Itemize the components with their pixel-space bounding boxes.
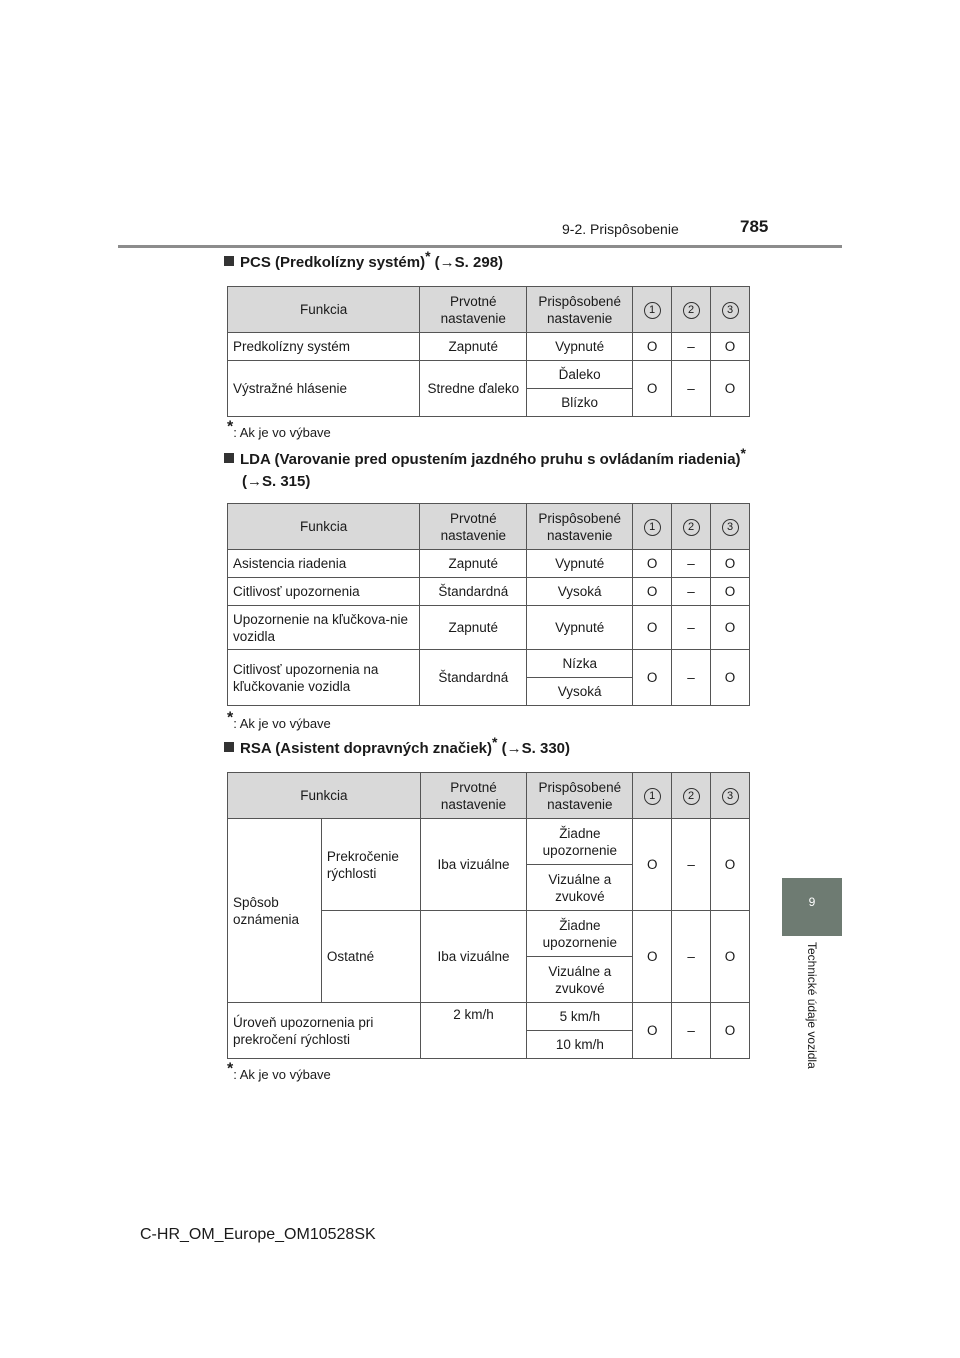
cell-c1: O xyxy=(633,911,672,1003)
cell-c1: O xyxy=(633,333,672,361)
heading-text: LDA (Varovanie pred opustením jazdného pruhu s ovládaním riadenia) xyxy=(240,451,741,468)
section-title: 9-2. Prispôsobenie xyxy=(562,221,679,237)
cell-c2: – xyxy=(672,606,711,650)
cell-prisposobene: 10 km/h xyxy=(527,1031,633,1059)
rsa-settings-table xyxy=(227,772,750,1059)
table-row xyxy=(228,650,750,678)
cell-funkcia: Úroveň upozornenia pri prekročení rýchlosti xyxy=(228,1003,421,1059)
cell-prvotne: Stredne ďaleko xyxy=(420,361,527,417)
header-funkcia: Funkcia xyxy=(228,287,420,333)
cell-group-label: Spôsob oznámenia xyxy=(228,819,322,1003)
section-heading-rsa xyxy=(224,734,570,760)
cell-c3: O xyxy=(711,819,750,911)
header-prisposobene: Prispôsobené nastavenie xyxy=(527,504,633,550)
square-bullet-icon xyxy=(224,453,234,463)
header-col-3 xyxy=(711,773,750,819)
table-row xyxy=(228,333,750,361)
cell-prisposobene: Žiadne upozornenie xyxy=(527,911,633,957)
header-divider xyxy=(118,245,842,248)
square-bullet-icon xyxy=(224,256,234,266)
header-prisposobene: Prispôsobené nastavenie xyxy=(527,773,633,819)
table-header-row xyxy=(228,504,750,550)
cell-c1: O xyxy=(633,578,672,606)
header-col-3 xyxy=(711,287,750,333)
table-header-row xyxy=(228,773,750,819)
circled-number-1: 1 xyxy=(644,519,661,536)
circled-number-3: 3 xyxy=(722,519,739,536)
cell-prvotne: Štandardná xyxy=(420,650,527,706)
chapter-number: 9 xyxy=(808,895,816,909)
header-col-2 xyxy=(672,287,711,333)
cell-c2: – xyxy=(672,550,711,578)
table-row xyxy=(228,1003,750,1031)
cell-c1: O xyxy=(633,650,672,706)
cell-subfunction: Prekročenie rýchlosti xyxy=(321,819,420,911)
footnote-text: : Ak je vo výbave xyxy=(233,716,331,731)
cell-prisposobene: Ďaleko xyxy=(527,361,633,389)
cell-funkcia: Citlivosť upozornenia xyxy=(228,578,420,606)
cell-prisposobene: Vypnuté xyxy=(527,333,633,361)
cell-c2: – xyxy=(672,650,711,706)
header-col-3 xyxy=(711,504,750,550)
cell-funkcia: Predkolízny systém xyxy=(228,333,420,361)
cell-prvotne: Iba vizuálne xyxy=(420,819,527,911)
header-col-1 xyxy=(633,287,672,333)
cell-c3: O xyxy=(711,333,750,361)
cell-c3: O xyxy=(711,578,750,606)
chapter-title: Technické údaje vozidla xyxy=(805,942,819,1069)
section-heading-lda xyxy=(224,445,746,493)
header-col-2 xyxy=(672,773,711,819)
header-prisposobene: Prispôsobené nastavenie xyxy=(527,287,633,333)
page-reference: (→S. 315) xyxy=(242,473,311,490)
cell-prvotne: Zapnuté xyxy=(420,550,527,578)
heading-text: PCS (Predkolízny systém) xyxy=(240,254,426,271)
cell-prisposobene: Blízko xyxy=(527,389,633,417)
cell-c1: O xyxy=(633,550,672,578)
table-row xyxy=(228,550,750,578)
cell-c1: O xyxy=(633,819,672,911)
cell-subfunction: Ostatné xyxy=(321,911,420,1003)
heading-text: RSA (Asistent dopravných značiek) xyxy=(240,740,493,757)
footnote xyxy=(227,418,331,440)
asterisk-mark: * xyxy=(425,248,431,264)
page-number: 785 xyxy=(740,217,769,236)
table-row xyxy=(228,606,750,650)
cell-c3: O xyxy=(711,1003,750,1059)
cell-prvotne: Štandardná xyxy=(420,578,527,606)
cell-prisposobene: Vypnuté xyxy=(527,606,633,650)
circled-number-1: 1 xyxy=(644,302,661,319)
cell-funkcia: Citlivosť upozornenia na kľučkovanie vozidla xyxy=(228,650,420,706)
square-bullet-icon xyxy=(224,742,234,752)
page-reference: (→S. 298) xyxy=(430,254,504,271)
asterisk-mark: * xyxy=(492,734,498,750)
cell-prisposobene: Vizuálne a zvukové xyxy=(527,865,633,911)
header-col-1 xyxy=(633,773,672,819)
cell-prvotne: 2 km/h xyxy=(420,1003,527,1059)
asterisk-mark: * xyxy=(227,1060,234,1078)
cell-funkcia: Upozornenie na kľučkova-nie vozidla xyxy=(228,606,420,650)
footnote xyxy=(227,709,331,731)
cell-c2: – xyxy=(672,361,711,417)
cell-c2: – xyxy=(672,333,711,361)
cell-prvotne: Iba vizuálne xyxy=(420,911,527,1003)
cell-c1: O xyxy=(633,361,672,417)
chapter-tab[interactable] xyxy=(782,878,842,936)
cell-prisposobene: Nízka xyxy=(527,650,633,678)
cell-prisposobene: Vypnuté xyxy=(527,550,633,578)
header-funkcia: Funkcia xyxy=(228,504,420,550)
cell-c3: O xyxy=(711,550,750,578)
asterisk-mark: * xyxy=(740,445,746,461)
footnote xyxy=(227,1060,331,1082)
table-row xyxy=(228,361,750,389)
cell-prisposobene: Vizuálne a zvukové xyxy=(527,957,633,1003)
cell-c2: – xyxy=(672,1003,711,1059)
circled-number-2: 2 xyxy=(683,302,700,319)
lda-settings-table xyxy=(227,503,750,706)
cell-c3: O xyxy=(711,606,750,650)
header-prvotne: Prvotné nastavenie xyxy=(420,504,527,550)
cell-prisposobene: Vysoká xyxy=(527,678,633,706)
header-funkcia: Funkcia xyxy=(228,773,421,819)
cell-prisposobene: Žiadne upozornenie xyxy=(527,819,633,865)
cell-prvotne: Zapnuté xyxy=(420,606,527,650)
cell-prvotne: Zapnuté xyxy=(420,333,527,361)
header-col-1 xyxy=(633,504,672,550)
cell-prisposobene: Vysoká xyxy=(527,578,633,606)
header-prvotne: Prvotné nastavenie xyxy=(420,773,527,819)
cell-c2: – xyxy=(672,911,711,1003)
table-row xyxy=(228,578,750,606)
cell-prisposobene: 5 km/h xyxy=(527,1003,633,1031)
cell-c2: – xyxy=(672,578,711,606)
table-row xyxy=(228,819,750,865)
asterisk-mark: * xyxy=(227,418,234,436)
pcs-settings-table xyxy=(227,286,750,417)
cell-c1: O xyxy=(633,606,672,650)
footnote-text: : Ak je vo výbave xyxy=(233,1067,331,1082)
section-heading-pcs xyxy=(224,248,504,274)
cell-c3: O xyxy=(711,361,750,417)
circled-number-1: 1 xyxy=(644,788,661,805)
cell-c2: – xyxy=(672,819,711,911)
cell-funkcia: Asistencia riadenia xyxy=(228,550,420,578)
circled-number-2: 2 xyxy=(683,788,700,805)
circled-number-2: 2 xyxy=(683,519,700,536)
cell-funkcia: Výstražné hlásenie xyxy=(228,361,420,417)
document-code: C-HR_OM_Europe_OM10528SK xyxy=(140,1226,376,1243)
cell-c3: O xyxy=(711,911,750,1003)
page-reference: (→S. 330) xyxy=(497,740,570,757)
header-col-2 xyxy=(672,504,711,550)
header-prvotne: Prvotné nastavenie xyxy=(420,287,527,333)
circled-number-3: 3 xyxy=(722,302,739,319)
circled-number-3: 3 xyxy=(722,788,739,805)
asterisk-mark: * xyxy=(227,709,234,727)
footnote-text: : Ak je vo výbave xyxy=(233,425,331,440)
table-header-row xyxy=(228,287,750,333)
cell-c3: O xyxy=(711,650,750,706)
cell-c1: O xyxy=(633,1003,672,1059)
